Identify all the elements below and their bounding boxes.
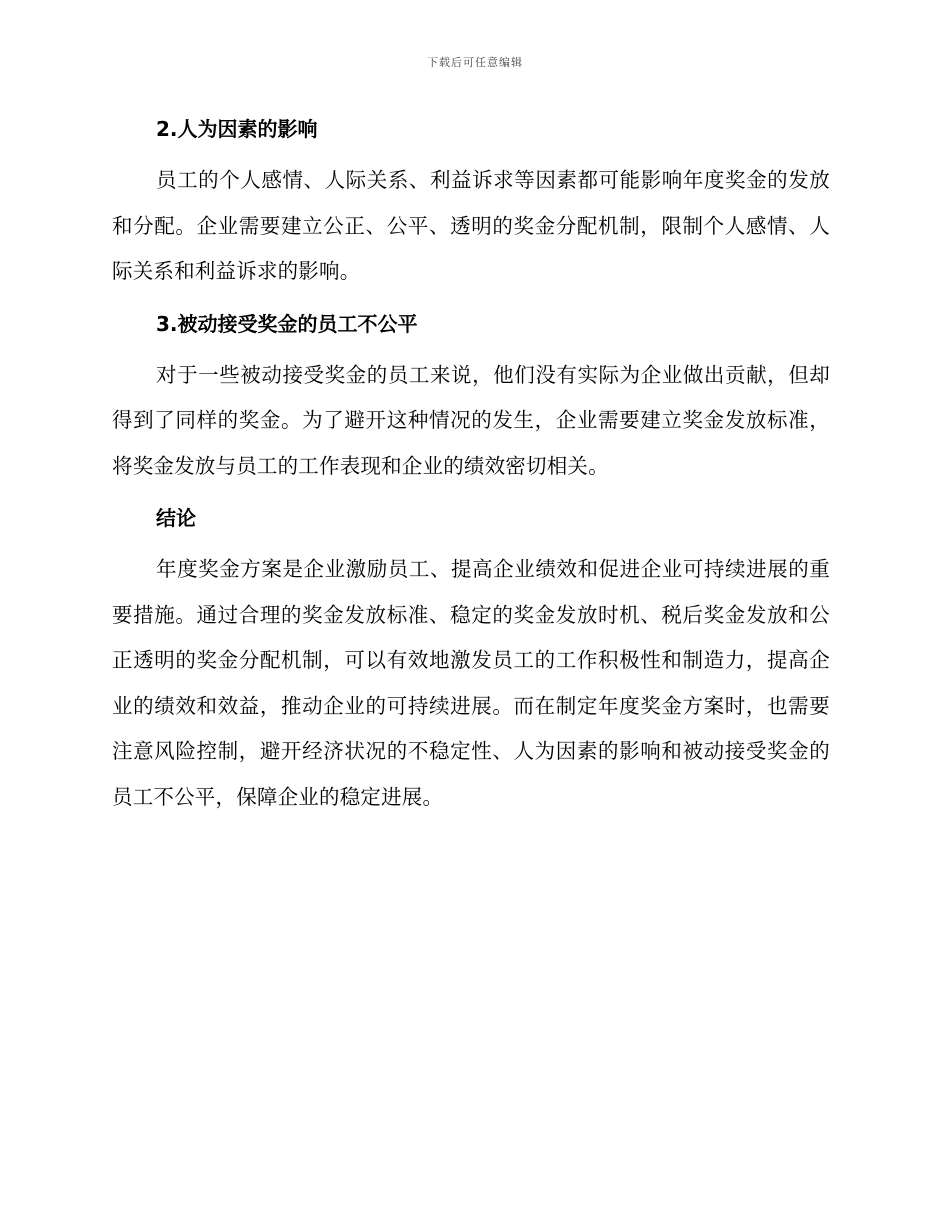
section-human-factors	[112, 112, 830, 295]
section-paragraph: 对于一些被动接受奖金的员工来说，他们没有实际为企业做出贡献，但却得到了同样的奖金。为了避开这种情况的发生，企业需要建立奖金发放标准，将奖金发放与员工的工作表现和企业的绩效密切相关。	[112, 362, 830, 478]
page-header: 下载后可任意编辑	[427, 56, 523, 69]
section-paragraph: 年度奖金方案是企业激励员工、提高企业绩效和促进企业可持续进展的重要措施。通过合理的奖金发放标准、稳定的奖金发放时机、税后奖金发放和公正透明的奖金分配机制，可以有效地激发员工的工作积极性和制造力，提高企业的绩效和效益，推动企业的可持续进展。而在制定年度奖金方案时，也需要注意风险控制，避开经济状况的不稳定性、人为因素的影响和被动接受奖金的员工不公平，保障企业的稳定进展。	[112, 557, 830, 809]
section-heading: 3.被动接受奖金的员工不公平	[156, 311, 418, 336]
section-passive-bonus	[112, 307, 830, 490]
section-heading: 2.人为因素的影响	[156, 117, 318, 141]
section-heading: 结论	[156, 506, 196, 530]
document-body	[112, 112, 830, 832]
section-conclusion	[112, 501, 830, 820]
section-paragraph: 员工的个人感情、人际关系、利益诉求等因素都可能影响年度奖金的发放和分配。企业需要建立公正、公平、透明的奖金分配机制，限制个人感情、人际关系和利益诉求的影响。	[112, 168, 830, 283]
